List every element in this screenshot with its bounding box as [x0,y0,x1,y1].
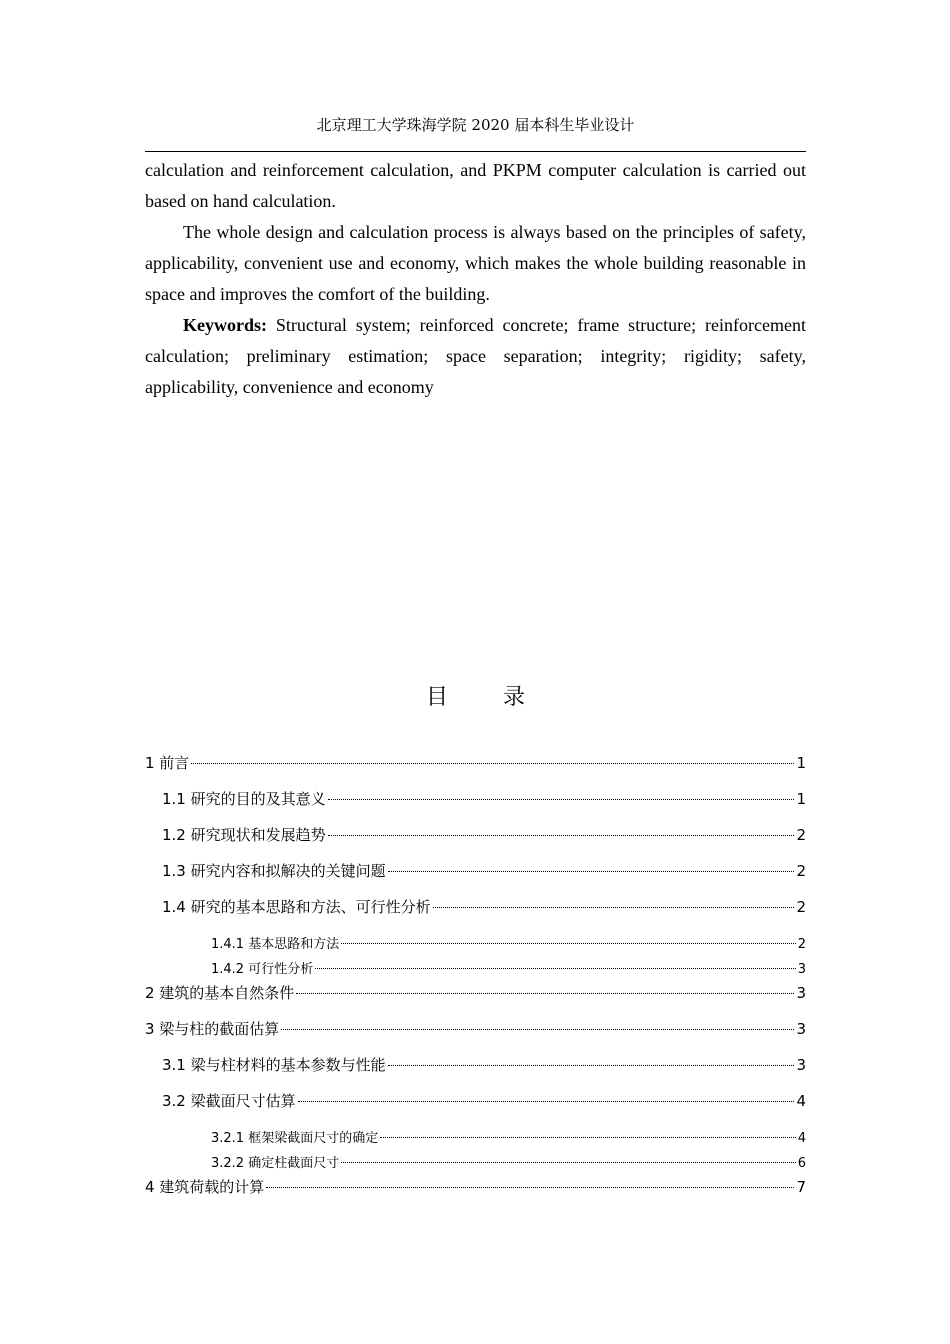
abstract-body [145,155,806,403]
toc-entry-page: 3 [797,962,806,977]
toc-leader [315,968,796,969]
keywords-text: Structural system; reinforced concrete; frame structure; reinforcement calculation; preliminary estimation; space separation; integrity; rigidity; safety, applicability, convenience and economy [145,315,806,397]
toc-leader [341,943,796,944]
toc-leader [328,835,795,836]
toc-entry-page: 3 [796,1020,806,1038]
toc-entry-label: 2 建筑的基本自然条件 [145,984,295,1002]
toc-entry-page: 1 [796,790,806,808]
toc-entry-page: 2 [797,937,806,952]
toc-leader [281,1029,794,1030]
keywords-paragraph [145,310,806,403]
toc-leader [266,1187,794,1188]
toc-leader [191,763,794,764]
toc-entry-label: 3 梁与柱的截面估算 [145,1020,280,1038]
toc-entry-label: 3.1 梁与柱材料的基本参数与性能 [162,1056,386,1074]
toc-entry[interactable] [162,788,806,809]
page-header-title: 北京理工大学珠海学院 2020 届本科生毕业设计 [316,116,635,134]
toc-entry-page: 3 [796,1056,806,1074]
toc-entry-page: 4 [797,1131,806,1146]
toc-leader [433,907,795,908]
toc-leader [328,799,795,800]
toc-entry[interactable] [145,1176,806,1197]
toc-entry-page: 6 [797,1156,806,1171]
toc-entry-page: 7 [796,1178,806,1196]
toc-entry-label: 4 建筑荷载的计算 [145,1178,265,1196]
toc-entry-label: 1.1 研究的目的及其意义 [162,790,326,808]
toc-entry-label: 1.3 研究内容和拟解决的关键问题 [162,862,386,880]
toc-entry[interactable] [162,1090,806,1111]
toc-entry-page: 3 [796,984,806,1002]
toc-leader [388,871,795,872]
toc-entry-page: 2 [796,898,806,916]
toc-leader [341,1162,796,1163]
toc-entry[interactable] [211,1127,806,1146]
toc-leader [388,1065,795,1066]
toc-entry[interactable] [145,1018,806,1039]
toc-entry-label: 1.4 研究的基本思路和方法、可行性分析 [162,898,431,916]
toc-entry-page: 2 [796,862,806,880]
toc-entry[interactable] [211,1152,806,1171]
toc-entry[interactable] [211,933,806,952]
abstract-paragraph-2: The whole design and calculation process is always based on the principles of safety, applicability, convenient use and economy, which makes the whole building reasonable in space and improves the comfort of the building. [145,222,806,304]
header-divider [145,151,806,152]
toc-entry-label: 1.4.1 基本思路和方法 [211,937,340,952]
toc-entry-page: 4 [796,1092,806,1110]
toc-leader [296,993,794,994]
toc-entry-label: 1.2 研究现状和发展趋势 [162,826,326,844]
toc-entry-label: 1 前言 [145,754,190,772]
toc-entry[interactable] [211,958,806,977]
toc-entry[interactable] [145,982,806,1003]
toc-entry-label: 3.2.2 确定柱截面尺寸 [211,1156,340,1171]
abstract-paragraph-1: calculation and reinforcement calculation, and PKPM computer calculation is carried out based on hand calculation. [145,160,806,211]
toc-entry[interactable] [162,860,806,881]
toc-entry[interactable] [162,824,806,845]
toc-leader [380,1137,796,1138]
toc-entry[interactable] [145,752,806,773]
toc-title: 目 录 [426,685,549,710]
toc-entry-label: 1.4.2 可行性分析 [211,962,314,977]
toc-entry-label: 3.2 梁截面尺寸估算 [162,1092,296,1110]
toc-entry[interactable] [162,1054,806,1075]
toc-entry-page: 2 [796,826,806,844]
keywords-label: Keywords: [183,315,267,335]
toc-entry[interactable] [162,896,806,917]
toc-entry-page: 1 [796,754,806,772]
toc-entry-label: 3.2.1 框架梁截面尺寸的确定 [211,1131,379,1146]
toc-leader [298,1101,795,1102]
